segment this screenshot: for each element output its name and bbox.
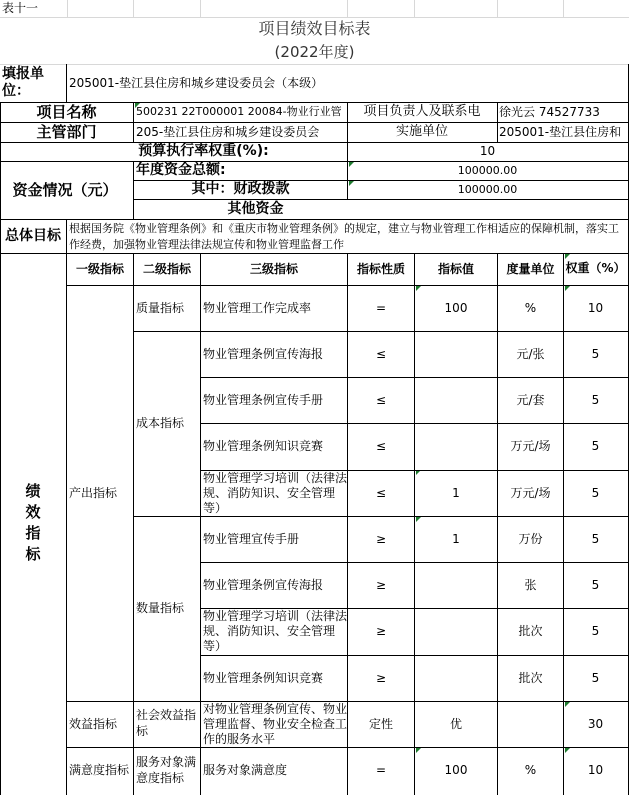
row-unit: [498, 701, 563, 747]
row-value: [415, 331, 497, 377]
row-nature: ≥: [375, 531, 387, 546]
row-value: [415, 608, 497, 655]
row-unit: 元/套: [516, 392, 545, 407]
row-nature: ≤: [375, 485, 387, 500]
row-unit: %: [524, 300, 537, 315]
row-nature: =: [375, 763, 387, 777]
row-name: 物业管理条例宣传手册: [203, 392, 324, 407]
row-value: [415, 562, 497, 608]
row-value: 100: [444, 300, 468, 315]
goal-label: 总体目标: [5, 227, 61, 244]
page-year: (2022年度): [274, 43, 355, 62]
goal-text: 根据国务院《物业管理条例》和《重庆市物业管理条例》的规定，建立与物业管理工作相适应的保障机制，落实工作经费，加强物业管理法律法规宣传和物业管理监督工作: [69, 222, 619, 251]
funds-label: 资金情况（元）: [12, 180, 118, 199]
row-nature: ≥: [375, 577, 387, 592]
impl-label: 实施单位: [395, 123, 448, 139]
row-name: 对物业管理条例宣传、物业管理监督、物业安全检查工作的服务水平: [203, 701, 347, 746]
row-value: [415, 655, 497, 701]
level1-benefit: 效益指标: [69, 716, 118, 731]
sheet-label: 表十一: [2, 1, 39, 15]
row-weight: 10: [587, 763, 604, 777]
row-weight: 5: [591, 485, 600, 500]
annual-total-label: 年度资金总额:: [136, 161, 226, 178]
row-unit: 万元/场: [510, 485, 551, 500]
header-level3: 三级指标: [249, 261, 298, 276]
row-name: 物业管理条例宣传海报: [203, 346, 324, 361]
row-weight: 5: [591, 577, 600, 592]
row-value: 优: [449, 716, 462, 731]
row-unit: 批次: [518, 670, 543, 685]
contact-value: 徐光云 74527733: [499, 104, 600, 119]
unit-value: 205001-垫江县住房和城乡建设委员会（本级）: [69, 75, 324, 90]
level1-output: 产出指标: [69, 485, 118, 500]
row-name: 物业管理学习培训（法律法规、消防知识、安全管理等）: [203, 470, 347, 515]
row-name: 物业管理条例知识竞赛: [203, 439, 324, 453]
budget-weight-value: 10: [479, 144, 496, 158]
row-unit: %: [524, 763, 537, 777]
dept-label: 主管部门: [36, 122, 97, 141]
row-name: 物业管理条例宣传海报: [203, 577, 324, 592]
row-weight: 5: [591, 392, 600, 407]
row-weight: 10: [587, 300, 604, 315]
project-name-value: 500231 22T000001 20084-物业行业管: [136, 105, 342, 119]
row-name: 物业管理工作完成率: [203, 300, 312, 315]
row-weight: 5: [591, 670, 600, 685]
row-unit: 万份: [518, 531, 543, 546]
header-weight: 权重（%）: [565, 261, 626, 276]
row-weight: 5: [591, 531, 600, 546]
project-name-label: 项目名称: [36, 102, 97, 121]
row-nature: 定性: [368, 716, 393, 731]
row-nature: ≤: [375, 392, 387, 407]
row-value: 1: [452, 531, 460, 546]
row-weight: 30: [587, 716, 604, 731]
row-value: 100: [444, 763, 468, 777]
row-nature: ≥: [375, 670, 387, 685]
row-value: [415, 377, 497, 423]
row-nature: ≤: [375, 439, 387, 453]
budget-weight-label: 预算执行率权重(%):: [138, 142, 269, 159]
header-nature: 指标性质: [356, 261, 405, 276]
level2-quantity: 数量指标: [136, 601, 185, 615]
row-name: 物业管理宣传手册: [203, 531, 300, 546]
header-unit: 度量单位: [506, 261, 555, 276]
level2-cost: 成本指标: [136, 416, 185, 430]
row-name: 物业管理条例知识竞赛: [203, 670, 324, 685]
annual-total-value: 100000.00: [457, 163, 518, 177]
dept-value: 205-垫江县住房和城乡建设委员会: [136, 124, 320, 139]
page-title: 项目绩效目标表: [258, 19, 371, 38]
level2-social: 社会效益指标: [136, 708, 197, 738]
header-value: 指标值: [437, 261, 474, 276]
row-nature: ≤: [375, 346, 387, 361]
row-unit: 元/张: [516, 346, 545, 361]
header-level1: 一级指标: [75, 261, 124, 276]
level2-service: 服务对象满意度指标: [136, 754, 197, 785]
perf-label: 绩 效 指 标: [25, 482, 41, 563]
contact-label: 项目负责人及联系电: [363, 103, 481, 119]
row-unit: 张: [524, 577, 537, 592]
row-value: [415, 423, 497, 470]
header-level2: 二级指标: [142, 261, 191, 276]
row-unit: 万元/场: [510, 439, 551, 453]
row-weight: 5: [591, 346, 600, 361]
unit-label: 填报单位：: [2, 66, 44, 99]
impl-value: 205001-垫江县住房和: [499, 124, 622, 139]
fiscal-label: 其中：财政拨款: [191, 180, 290, 197]
row-nature: =: [375, 300, 387, 315]
row-value: 1: [452, 485, 460, 500]
row-name: 服务对象满意度: [203, 763, 288, 777]
row-unit: 批次: [518, 624, 543, 638]
row-nature: ≥: [375, 624, 387, 638]
level2-quality: 质量指标: [136, 300, 185, 315]
other-label: 其他资金: [227, 200, 284, 217]
row-name: 物业管理学习培训（法律法规、消防知识、安全管理等）: [203, 609, 347, 653]
level1-satisfaction: 满意度指标: [69, 763, 130, 777]
row-weight: 5: [591, 624, 600, 638]
row-weight: 5: [591, 439, 600, 453]
fiscal-value: 100000.00: [457, 182, 518, 196]
